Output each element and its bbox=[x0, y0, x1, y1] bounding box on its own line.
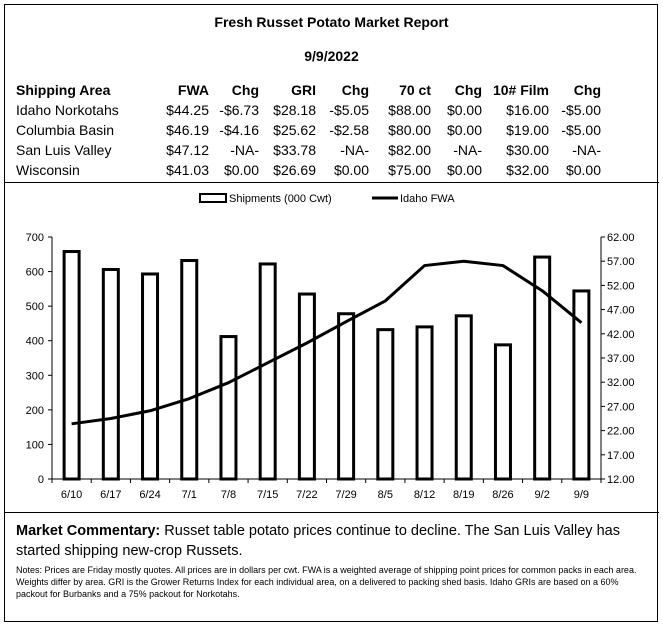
right-tick-label: 42.00 bbox=[607, 328, 635, 341]
shipment-bar bbox=[182, 261, 197, 479]
x-tick-label: 9/2 bbox=[534, 489, 550, 501]
shipment-bar bbox=[378, 330, 393, 479]
table-cell: $47.12 bbox=[166, 142, 209, 158]
table-cell: $33.78 bbox=[273, 142, 316, 158]
right-tick-label: 57.00 bbox=[607, 256, 635, 269]
shipment-bar bbox=[260, 264, 275, 479]
table-cell: $0.00 bbox=[223, 162, 259, 178]
table-cell: -NA- bbox=[453, 142, 482, 158]
right-tick-label: 52.00 bbox=[607, 280, 635, 293]
report-date: 9/9/2022 bbox=[304, 48, 359, 64]
table-cell: $0.00 bbox=[446, 102, 482, 118]
commentary-label: Market Commentary: bbox=[16, 523, 161, 539]
legend-label-shipments: Shipments (000 Cwt) bbox=[229, 193, 332, 205]
commentary-text: Russet table potato prices continue to decline. The San Luis Valley has started shipping new-crop Russets. bbox=[16, 523, 620, 559]
column-header: Shipping Area bbox=[16, 82, 111, 98]
table-cell: -$5.00 bbox=[561, 122, 601, 138]
x-tick-label: 7/1 bbox=[181, 489, 197, 501]
table-cell: $0.00 bbox=[446, 162, 482, 178]
right-tick-label: 62.00 bbox=[607, 232, 635, 244]
shipment-bar bbox=[64, 252, 79, 479]
report-title: Fresh Russet Potato Market Report bbox=[214, 14, 449, 30]
shipment-bar bbox=[143, 274, 158, 479]
shipment-bar bbox=[456, 316, 471, 479]
table-cell: $25.62 bbox=[273, 122, 316, 138]
table-row bbox=[16, 100, 601, 120]
table-cell: $30.00 bbox=[506, 142, 549, 158]
left-tick-label: 0 bbox=[37, 474, 44, 486]
table-cell: -$5.00 bbox=[561, 102, 601, 118]
shipment-bar bbox=[495, 345, 510, 479]
table-cell: $44.25 bbox=[166, 102, 209, 118]
table-row bbox=[16, 140, 601, 160]
table-cell: -NA- bbox=[340, 142, 369, 158]
shipment-bar bbox=[299, 294, 314, 479]
table-row bbox=[16, 120, 601, 140]
table-cell: $19.00 bbox=[506, 122, 549, 138]
table-cell: $88.00 bbox=[388, 102, 431, 118]
right-tick-label: 12.00 bbox=[607, 474, 635, 486]
table-cell: -NA- bbox=[230, 142, 259, 158]
right-tick-label: 32.00 bbox=[607, 377, 635, 390]
column-header: 10# Film bbox=[492, 82, 549, 98]
x-tick-label: 6/24 bbox=[139, 489, 161, 501]
column-header: 70 ct bbox=[399, 82, 431, 98]
right-tick-label: 17.00 bbox=[607, 449, 635, 462]
table-row bbox=[16, 160, 601, 180]
table-cell: -$5.05 bbox=[329, 102, 369, 118]
x-tick-label: 6/17 bbox=[100, 489, 122, 501]
left-tick-label: 600 bbox=[25, 266, 44, 279]
table-cell: -NA- bbox=[572, 142, 601, 158]
right-tick-label: 22.00 bbox=[607, 425, 635, 438]
table-cell: -$4.16 bbox=[219, 122, 259, 138]
report-notes: Notes: Prices are Friday mostly quotes. All prices are in dollars per cwt. FWA is a weighted average of shipping point prices for common packs in each area. Weights differ by area. GRI is the Grower Returns Index for each individual area, on a delivered to packing shed basis. Idaho GRIs are based on a 60% packout for Burbanks and a 75% packout for Norkotahs. bbox=[16, 565, 637, 599]
x-tick-label: 6/10 bbox=[60, 489, 83, 501]
shipments-fwa-chart bbox=[0, 182, 663, 512]
table-cell: Wisconsin bbox=[16, 162, 80, 178]
left-tick-label: 200 bbox=[25, 404, 44, 417]
table-cell: Idaho Norkotahs bbox=[16, 102, 119, 118]
legend-swatch-shipments bbox=[200, 194, 226, 202]
column-header: Chg bbox=[341, 82, 369, 98]
shipment-bar bbox=[417, 327, 432, 479]
x-tick-label: 8/12 bbox=[413, 489, 436, 501]
table-cell: $80.00 bbox=[388, 122, 431, 138]
price-table bbox=[16, 80, 601, 180]
legend-label-idaho-fwa: Idaho FWA bbox=[400, 193, 455, 205]
table-cell: $32.00 bbox=[506, 162, 549, 178]
left-tick-label: 400 bbox=[25, 335, 44, 348]
right-tick-label: 27.00 bbox=[607, 401, 635, 414]
table-cell: $28.18 bbox=[273, 102, 316, 118]
left-tick-label: 300 bbox=[25, 370, 44, 383]
column-header: FWA bbox=[177, 82, 209, 98]
column-header: Chg bbox=[231, 82, 259, 98]
chart-divider bbox=[4, 512, 659, 513]
shipment-bar bbox=[221, 337, 236, 479]
x-tick-label: 8/5 bbox=[377, 489, 393, 501]
left-tick-label: 700 bbox=[25, 232, 44, 244]
table-cell: $0.00 bbox=[333, 162, 369, 178]
table-cell: $82.00 bbox=[388, 142, 431, 158]
table-cell: Columbia Basin bbox=[16, 122, 115, 138]
left-tick-label: 500 bbox=[25, 301, 44, 314]
column-header: Chg bbox=[573, 82, 601, 98]
table-cell: $41.03 bbox=[166, 162, 209, 178]
table-cell: $46.19 bbox=[166, 122, 209, 138]
x-tick-label: 8/26 bbox=[492, 489, 514, 501]
x-tick-label: 8/19 bbox=[453, 489, 475, 501]
column-header: Chg bbox=[454, 82, 482, 98]
table-cell: -$2.58 bbox=[329, 122, 369, 138]
column-header: GRI bbox=[291, 82, 316, 98]
table-cell: $16.00 bbox=[506, 102, 549, 118]
market-commentary bbox=[16, 521, 648, 561]
table-cell: -$6.73 bbox=[219, 102, 259, 118]
table-cell: $26.69 bbox=[273, 162, 316, 178]
x-tick-label: 7/29 bbox=[335, 489, 357, 501]
right-tick-label: 37.00 bbox=[607, 353, 635, 365]
table-cell: San Luis Valley bbox=[16, 142, 112, 158]
right-tick-label: 47.00 bbox=[607, 304, 635, 317]
left-tick-label: 100 bbox=[25, 439, 44, 452]
shipment-bar bbox=[103, 269, 118, 479]
x-tick-label: 7/8 bbox=[220, 489, 237, 501]
x-tick-label: 7/15 bbox=[256, 489, 279, 501]
x-tick-label: 7/22 bbox=[296, 489, 318, 501]
table-cell: $0.00 bbox=[565, 162, 601, 178]
table-header-row bbox=[16, 80, 601, 100]
x-tick-label: 9/9 bbox=[573, 489, 590, 501]
table-cell: $0.00 bbox=[446, 122, 482, 138]
table-cell: $75.00 bbox=[388, 162, 431, 178]
shipment-bar bbox=[339, 314, 354, 479]
